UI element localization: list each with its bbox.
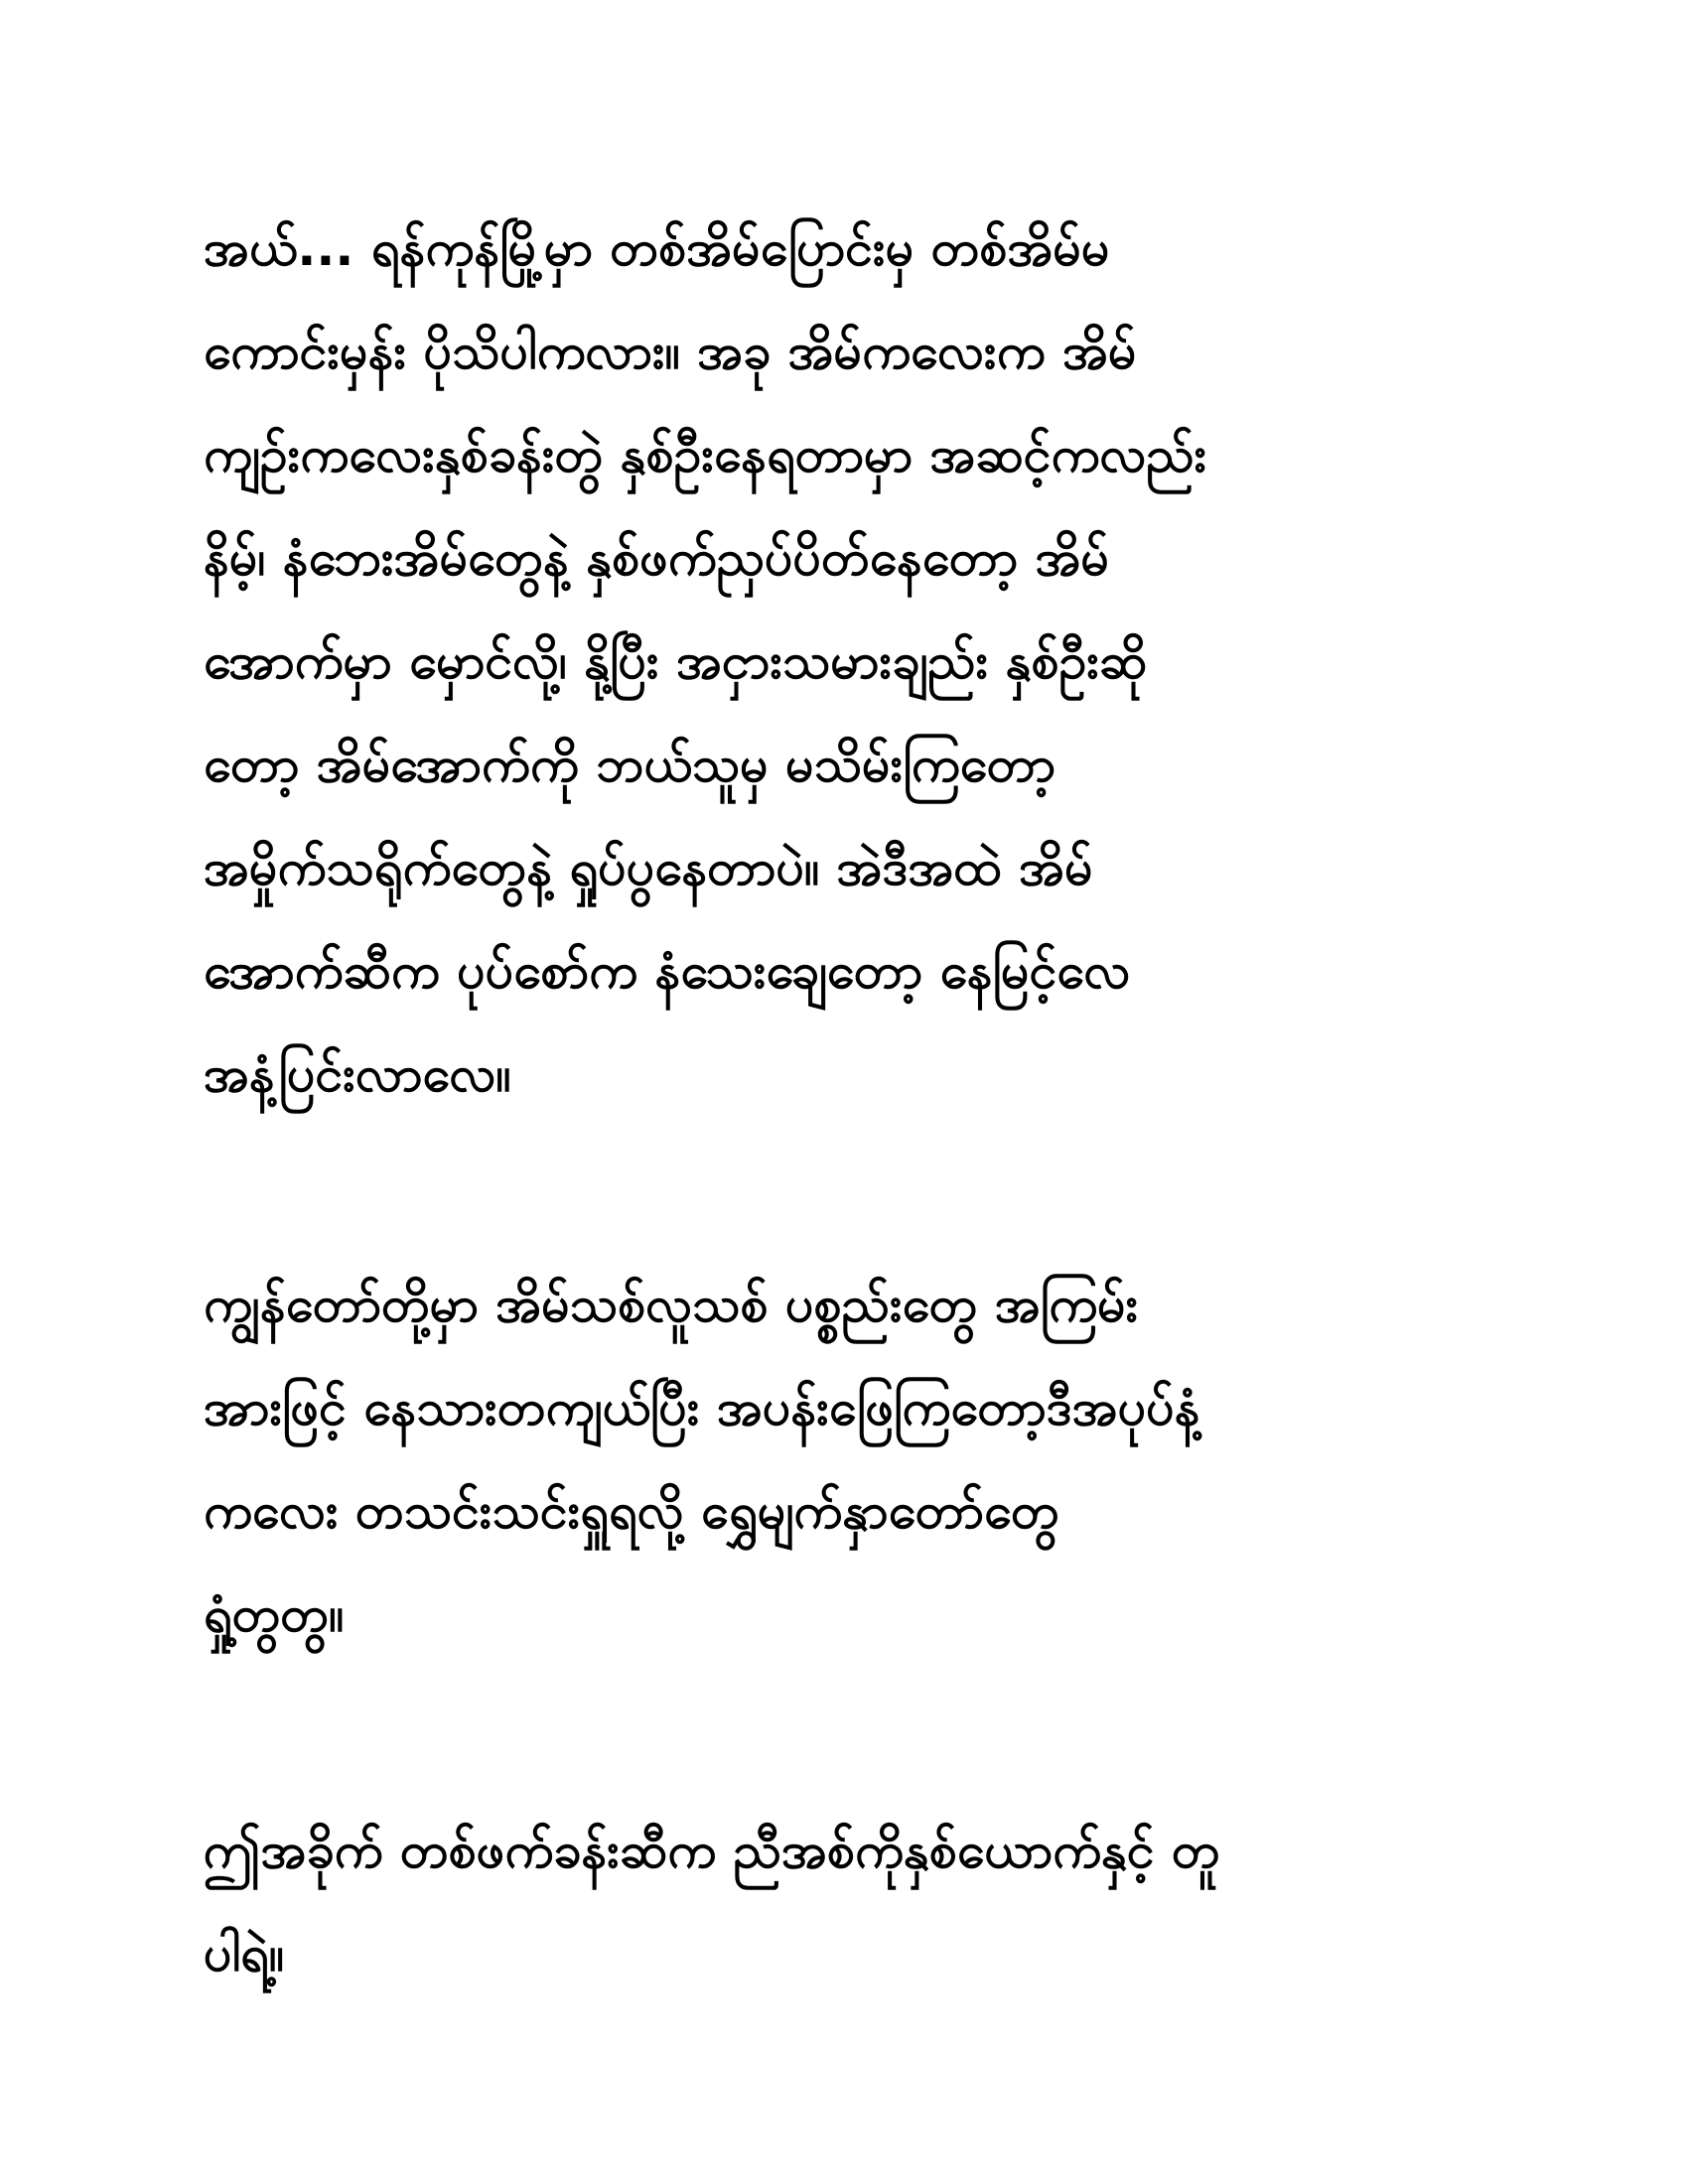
text-line: အနံ့ပြင်းလာလေ။ bbox=[204, 1045, 511, 1103]
text-line: ကျဉ်းကလေးနှစ်ခန်းတွဲ နှစ်ဦးနေရတာမှာ အဆင့်ကလည်း bbox=[204, 426, 1207, 483]
text-line: အားဖြင့် နေသားတကျယ်ပြီး အပန်းဖြေကြတော့ဒီအပုပ်နံ့ bbox=[204, 1379, 1200, 1436]
text-line: အောက်ဆီက ပုပ်စော်က နံသေးချေတော့ နေမြင့်လေ bbox=[204, 942, 1131, 1000]
text-line: ကလေး တသင်းသင်းရှူရလို့ ရွှေမျက်နှာတော်တွေ bbox=[204, 1482, 1059, 1540]
text-line: ပါရဲ့။ bbox=[204, 1925, 285, 1982]
paragraph-3 bbox=[204, 1799, 1514, 2005]
text-line: တော့ အိမ်အောက်ကို ဘယ်သူမှ မသိမ်းကြတော့ bbox=[204, 736, 1056, 793]
paragraph-1 bbox=[204, 197, 1514, 1126]
paragraph-2 bbox=[204, 1253, 1514, 1666]
text-line: အယ်... ရန်ကုန်မြို့မှာ တစ်အိမ်ပြောင်းမှ တစ်အိမ်မ bbox=[204, 219, 1110, 277]
text-line: ဤအခိုက် တစ်ဖက်ခန်းဆီက ညီအစ်ကိုနှစ်ယောက်နှင့် တူ bbox=[204, 1822, 1220, 1879]
text-line: အမှိုက်သရိုက်တွေနဲ့ ရှုပ်ပွနေတာပဲ။ အဲဒီအထဲ အိမ် bbox=[204, 839, 1093, 896]
text-line: နိမ့်၊ နံဘေးအိမ်တွေနဲ့ နှစ်ဖက်ညှပ်ပိတ်နေတော့ အိမ် bbox=[204, 529, 1110, 587]
text-line: ကောင်းမှန်း ပိုသိပါကလား။ အခု အိမ်ကလေးက အိမ် bbox=[204, 323, 1137, 380]
text-line: ကျွန်တော်တို့မှာ အိမ်သစ်လူသစ် ပစ္စည်းတွေ အကြမ်း bbox=[204, 1276, 1139, 1333]
text-line: အောက်မှာ မှောင်လို့၊ နို့ပြီး အငှားသမားချည်း နှစ်ဦးဆို bbox=[204, 632, 1148, 690]
text-line: ရှုံ့တွတွ။ bbox=[204, 1585, 345, 1643]
